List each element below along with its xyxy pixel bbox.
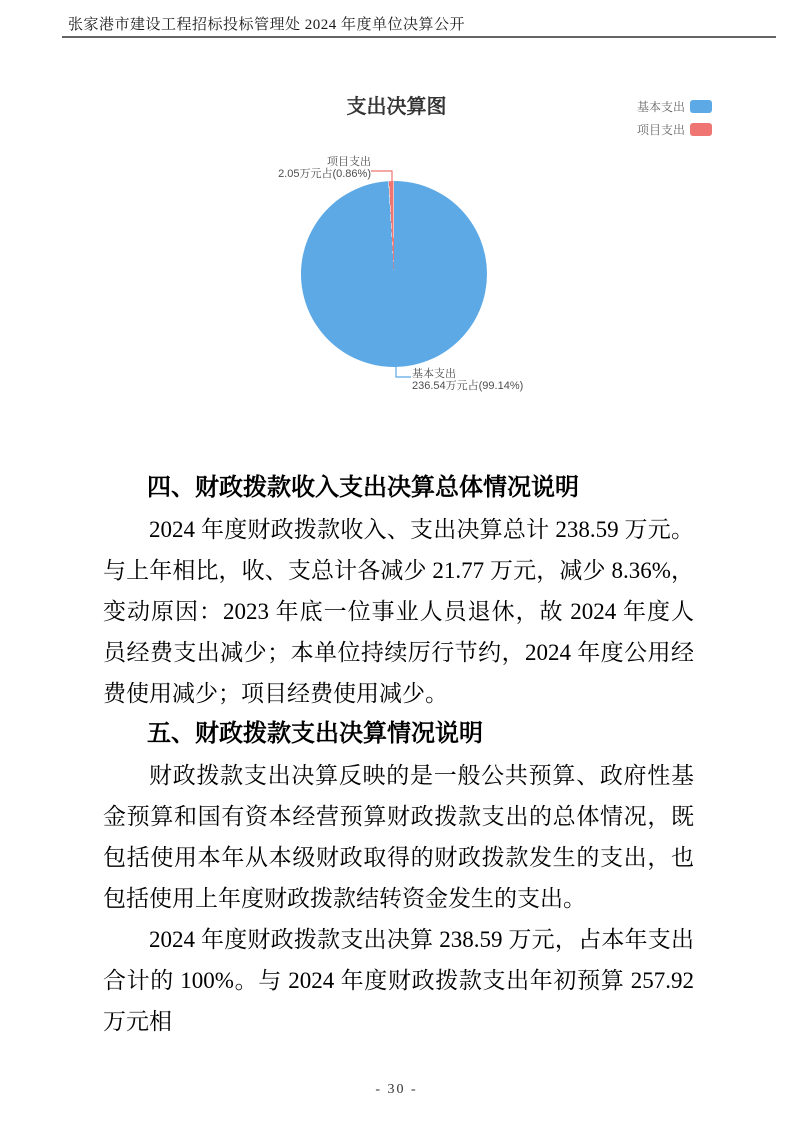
legend-label-project: 项目支出: [636, 122, 685, 137]
pie-label-basic-value: 236.54万元占(99.14%): [412, 379, 524, 392]
chart-legend: [600, 99, 712, 145]
section-4-paragraph-1: 2024 年度财政拨款收入、支出决算总计 238.59 万元。与上年相比，收、支总计各减少 21.77 万元，减少 8.36%，变动原因：2023 年底一位事业人员退休，故 2024 年度人员经费支出减少；本单位持续厉行节约，2024 年度公用经费使用减少；项目经费使用减少。: [103, 517, 694, 706]
pie-label-project: [278, 157, 371, 180]
legend-label-basic: 基本支出: [636, 99, 685, 114]
section-5-paragraph-2: 2024 年度财政拨款支出决算 238.59 万元，占本年支出合计的 100%。与 2024 年度财政拨款支出年初预算 257.92 万元相: [103, 927, 694, 1034]
section-4-heading: 四、财政拨款收入支出决算总体情况说明: [147, 475, 579, 501]
page-number: - 30 -: [375, 1082, 418, 1097]
legend-item-project: [600, 122, 712, 136]
chart-title: 支出决算图: [346, 96, 447, 118]
section-5-heading: 五、财政拨款支出决算情况说明: [147, 721, 483, 747]
header-title: 张家港市建设工程招标投标管理处 2024 年度单位决算公开: [68, 17, 466, 33]
legend-swatch-basic: [690, 100, 712, 113]
legend-swatch-project: [690, 123, 712, 136]
pie-label-basic-name: 基本支出: [412, 368, 456, 380]
header-divider: [62, 36, 776, 38]
pie-chart: [301, 181, 487, 367]
section-5-paragraph-1: 财政拨款支出决算反映的是一般公共预算、政府性基金预算和国有资本经营预算财政拨款支出的总体情况，既包括使用本年从本级财政取得的财政拨款发生的支出，也包括使用上年度财政拨款结转资金发生的支出。: [103, 763, 694, 911]
pie-label-project-value: 2.05万元占(0.86%): [278, 167, 371, 180]
document-body: [103, 468, 694, 1042]
pie-label-project-name: 项目支出: [327, 156, 371, 168]
pie-label-basic: [412, 369, 523, 392]
legend-item-basic: [600, 99, 712, 113]
